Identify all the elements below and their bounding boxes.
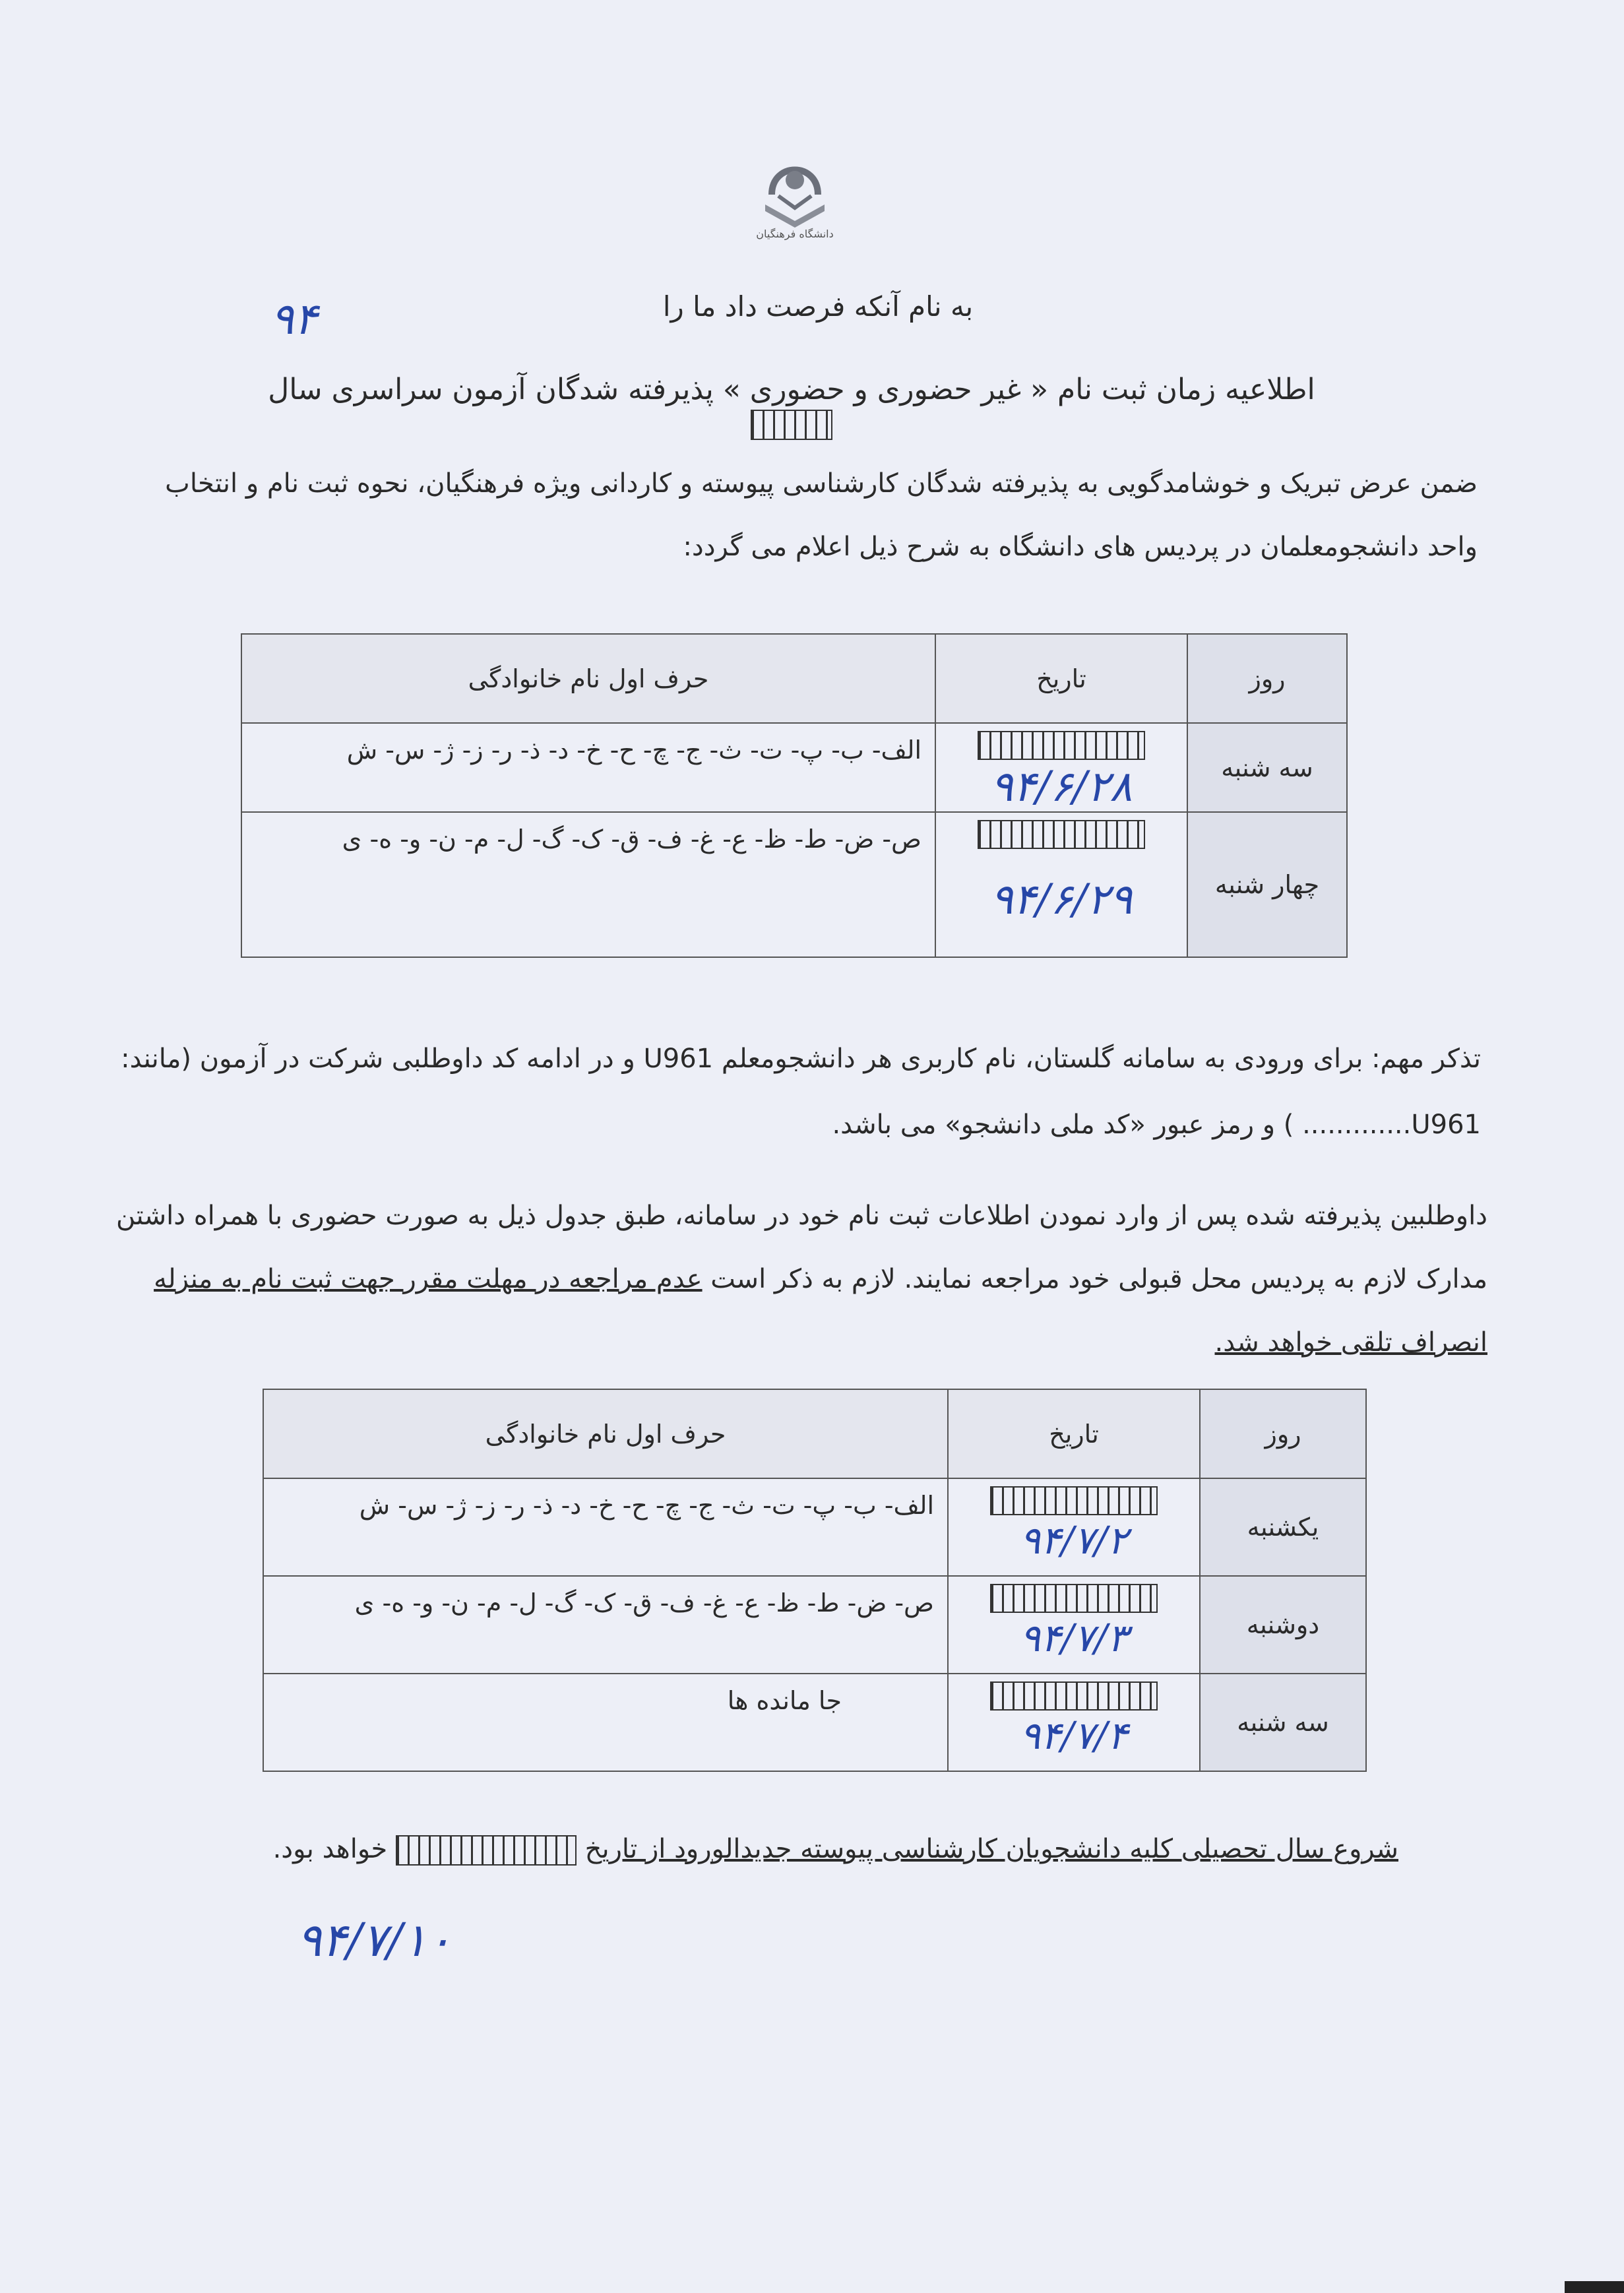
stamp-mark: [751, 410, 832, 440]
row-letters: الف- ب- پ- ت- ث- ج- چ- ح- خ- د- ذ- ر- ز- ژ- س- ش: [263, 1478, 948, 1576]
instruction-text: داوطلبین پذیرفته شده پس از وارد نمودن اطلاعات ثبت نام خود در سامانه، طبق جدول ذیل به صورت حضوری با همراه داشتن مدارک لازم به پردیس محل قبولی خود مراجعه نمایند. لازم به ذکر است: [116, 1201, 1487, 1294]
row-date: ۹۴/۷/۲: [1020, 1517, 1128, 1563]
table-row: [263, 1674, 1366, 1771]
row-day: یکشنبه: [1200, 1478, 1366, 1576]
handwritten-start-date: ۹۴/۷/۱۰: [297, 1913, 453, 1967]
page-title: به نام آنکه فرصت داد ما را: [662, 290, 974, 323]
row-letters: ص- ض- ط- ظ- ع- غ- ف- ق- ک- گ- ل- م- ن- و- ه- ی: [263, 1576, 948, 1674]
row-date-cell: [948, 1576, 1200, 1674]
intro-paragraph: ضمن عرض تبریک و خوشامدگویی به پذیرفته شدگان کارشناسی پیوسته و کاردانی ویژه فرهنگیان، نحوه ثبت نام و انتخاب واحد دانشجومعلمان در پردیس های دانشگاه به شرح ذیل اعلام می گردد:: [165, 468, 1478, 562]
stamp-mark: [990, 1681, 1158, 1711]
row-day: سه شنبه: [1200, 1674, 1366, 1771]
table-row: [263, 1576, 1366, 1674]
instruction-paragraph: [115, 1184, 1487, 1374]
subtitle-text: اطلاعیه زمان ثبت نام « غیر حضوری و حضوری » پذیرفته شدگان آزمون سراسری سال: [268, 373, 1315, 406]
stamp-mark: [990, 1486, 1158, 1515]
stamp-mark: [396, 1835, 577, 1866]
header-letters: حرف اول نام خانوادگی: [241, 634, 935, 723]
row-letters: ص- ض- ط- ظ- ع- غ- ف- ق- ک- گ- ل- م- ن- و- ه- ی: [241, 812, 935, 957]
academic-year-start: [188, 1834, 1398, 1866]
logo-caption: دانشگاه فرهنگیان: [756, 228, 834, 240]
row-date: ۹۴/۷/۴: [1020, 1712, 1128, 1758]
stamp-mark: [978, 820, 1145, 849]
row-day: دوشنبه: [1200, 1576, 1366, 1674]
handwritten-year: ۹۴: [270, 294, 317, 344]
header-letters: حرف اول نام خانوادگی: [263, 1389, 948, 1478]
footer-text: شروع سال تحصیلی کلیه دانشجویان کارشناسی پیوسته جدیدالورود از تاریخ: [584, 1834, 1398, 1864]
row-day: چهار شنبه: [1187, 812, 1347, 957]
instruction-warning: عدم مراجعه در مهلت مقرر جهت ثبت نام به منزله انصراف تلقی خواهد شد.: [154, 1264, 1487, 1358]
header-date: تاریخ: [935, 634, 1187, 723]
stamp-mark: [978, 731, 1145, 760]
announcement-subtitle: [237, 373, 1346, 440]
important-note: تذکر مهم: برای ورودی به سامانه گلستان، نام کاربری هر دانشجومعلم U961 و در ادامه کد داوطلبی شرکت در آزمون (مانند: U961............. ) و رمز عبور «کد ملی دانشجو» می باشد.: [121, 1044, 1481, 1140]
table-row: [241, 723, 1347, 812]
registration-table-1: [241, 633, 1348, 958]
registration-table-2: [263, 1389, 1367, 1772]
row-date: ۹۴/۷/۳: [1020, 1615, 1128, 1660]
row-date: ۹۴/۶/۲۹: [990, 875, 1133, 924]
row-date-cell: [935, 812, 1187, 957]
table-row: [241, 812, 1347, 957]
row-date-cell: [935, 723, 1187, 812]
row-date: ۹۴/۶/۲۸: [990, 762, 1133, 811]
row-letters: الف- ب- پ- ت- ث- ج- چ- ح- خ- د- ذ- ر- ز- ژ- س- ش: [241, 723, 935, 812]
row-date-cell: [948, 1478, 1200, 1576]
corner-watermark: [1565, 2281, 1624, 2293]
header-day: روز: [1187, 634, 1347, 723]
row-letters: جا مانده ها: [263, 1674, 948, 1771]
table-row: [263, 1478, 1366, 1576]
row-day: سه شنبه: [1187, 723, 1347, 812]
header-date: تاریخ: [948, 1389, 1200, 1478]
header-day: روز: [1200, 1389, 1366, 1478]
footer-end: خواهد بود.: [272, 1834, 388, 1864]
university-logo: [745, 148, 844, 241]
row-date-cell: [948, 1674, 1200, 1771]
stamp-mark: [990, 1584, 1158, 1613]
